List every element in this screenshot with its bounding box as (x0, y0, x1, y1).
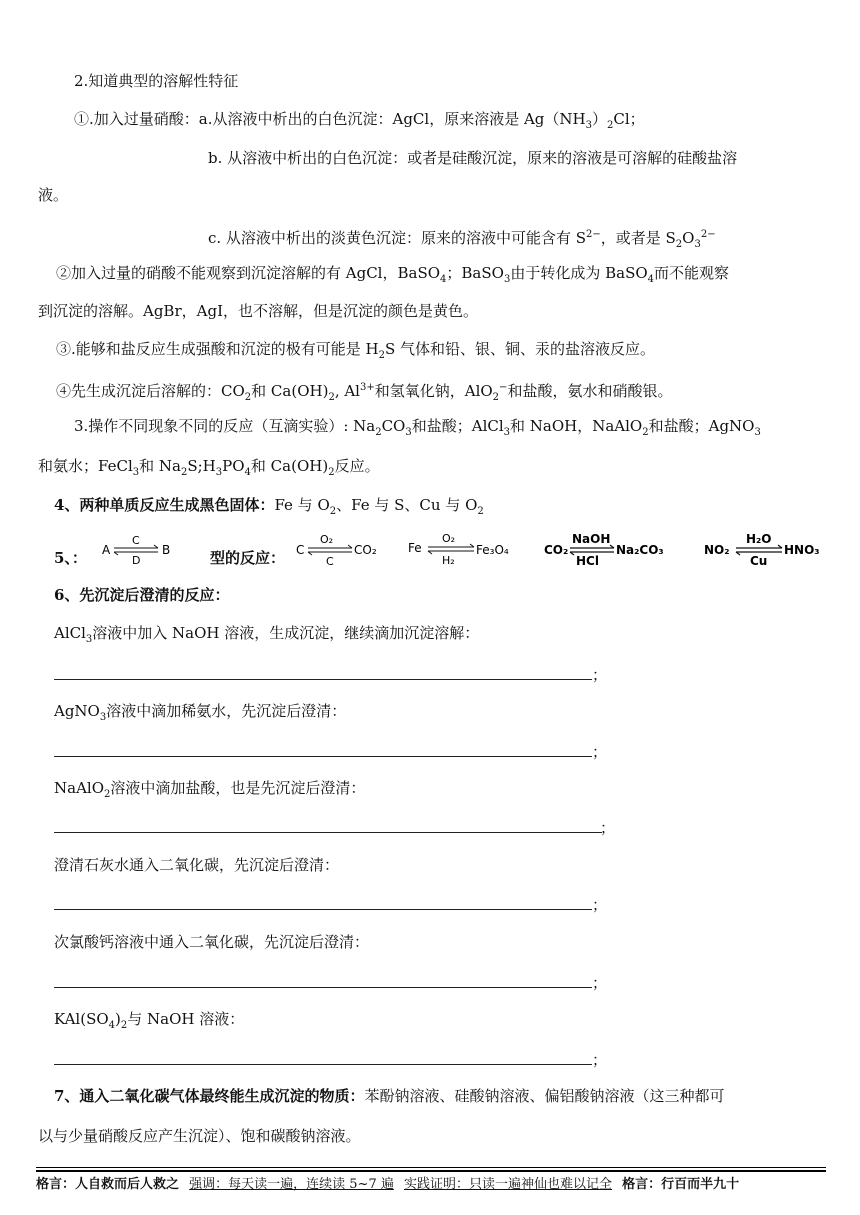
sec2-item1a: ①.加入过量硝酸：a.从溶液中析出的白色沉淀：AgCl，原来溶液是 $Ag(NH_3)_2Cl$； (74, 110, 645, 131)
reaction-generic (98, 530, 178, 570)
sec6-q1: AlCl$_3$溶液中加入 NaOH 溶液，生成沉淀，继续滴加沉淀溶解： (54, 624, 480, 645)
footer-rule (36, 1167, 826, 1168)
footer-motto-1: 格言：人自救而后人救之 (36, 1177, 180, 1192)
reaction-fe-fe3o4 (406, 530, 524, 570)
answer-blank-2[interactable] (54, 756, 592, 757)
answer-blank-6[interactable] (54, 1064, 592, 1065)
sec2-item1b-cont: 液。 (38, 186, 69, 204)
sec3-line2: 和氨水；FeCl$_3$和 $Na_2S;H_3PO_4$和 $Ca(OH)_2$反应。 (38, 457, 380, 478)
reaction-left: C (296, 543, 305, 557)
reaction-co2-na2co3 (544, 530, 672, 570)
sec6-title: 6、先沉淀后澄清的反应： (54, 586, 230, 604)
reaction-bottom: HCl (576, 554, 599, 568)
reaction-left: NO₂ (704, 543, 730, 557)
sec2-item1c: c. 从溶液中析出的淡黄色沉淀：原来的溶液中可能含有 $S^{2-}$，或者是 $S_2O_3^{2-}$ (208, 229, 716, 250)
reaction-bottom: D (132, 554, 141, 567)
reaction-left: Fe (408, 541, 422, 555)
footer-rule-thick (36, 1170, 826, 1172)
reaction-right: B (162, 543, 171, 557)
sec7-line1: 7、通入二氧化碳气体最终能生成沉淀的物质：苯酚钠溶液、硅酸钠溶液、偏铝酸钠溶液（这三种都可 (54, 1087, 725, 1105)
answer-blank-1[interactable] (54, 679, 592, 680)
blank-semicolon: ； (600, 819, 616, 837)
sec7-line2: 以与少量硝酸反应产生沉淀）、饱和碳酸钠溶液。 (38, 1127, 361, 1145)
sec2-title: 2.知道典型的溶解性特征 (74, 72, 239, 90)
sec6-q2: AgNO$_3$溶液中滴加稀氨水，先沉淀后澄清： (54, 702, 347, 723)
footer-practice: 实践证明：只读一遍神仙也难以记全 (404, 1177, 613, 1192)
reaction-top: H₂O (746, 532, 772, 546)
reaction-left: A (102, 543, 111, 557)
reaction-c-co2 (294, 530, 386, 570)
sec2-item2-cont: 到沉淀的溶解。AgBr，AgI，也不溶解，但是沉淀的颜色是黄色。 (38, 302, 478, 320)
sec6-q6: $KAl(SO_4)_2$与 NaOH 溶液： (54, 1010, 245, 1031)
reaction-top: C (132, 534, 140, 547)
sec4: 4、两种单质反应生成黑色固体：Fe 与 $O_2$、Fe 与 S、Cu 与 $O_2$ (54, 496, 484, 517)
blank-semicolon: ； (592, 743, 608, 761)
blank-semicolon: ； (592, 974, 608, 992)
sec2-item1b: b. 从溶液中析出的白色沉淀：或者是硅酸沉淀，原来的溶液是可溶解的硅酸盐溶 (208, 149, 738, 167)
sec5-label: 5、： (54, 549, 87, 567)
reaction-top: O₂ (320, 533, 334, 546)
sec6-q5: 次氯酸钙溶液中通入二氧化碳，先沉淀后澄清： (54, 933, 370, 951)
reaction-right: CO₂ (354, 543, 377, 557)
sec3-line1: 3.操作不同现象不同的反应（互滴实验）: $Na_2CO_3$和盐酸；AlCl$_3$和 NaOH，NaAlO$_2$和盐酸；AgNO$_3$ (74, 417, 761, 438)
sec2-item4: ④先生成沉淀后溶解的：$CO_2$和 $Ca(OH)_2$, $Al^{3+}$和氢氧化钠，AlO$_2$−和盐酸，氨水和硝酸银。 (56, 382, 673, 403)
sec2-item2: ②加入过量的硝酸不能观察到沉淀溶解的有 AgCl，BaSO$_4$；BaSO$_3$由于转化成为 BaSO$_4$而不能观察 (56, 264, 730, 285)
reaction-top: NaOH (572, 532, 611, 546)
footer (36, 1174, 826, 1196)
reaction-right: HNO₃ (784, 543, 820, 557)
sec5-type-label: 型的反应： (210, 549, 286, 567)
answer-blank-3[interactable] (54, 832, 602, 833)
reaction-bottom: H₂ (442, 554, 455, 567)
answer-blank-5[interactable] (54, 987, 592, 988)
blank-semicolon: ； (592, 896, 608, 914)
footer-motto-2: 格言：行百而半九十 (622, 1177, 740, 1192)
blank-semicolon: ； (592, 666, 608, 684)
reaction-left: CO₂ (544, 543, 569, 557)
reaction-right: Na₂CO₃ (616, 543, 664, 557)
reaction-right: Fe₃O₄ (476, 543, 509, 557)
reaction-top: O₂ (442, 532, 456, 545)
sec6-q4: 澄清石灰水通入二氧化碳，先沉淀后澄清： (54, 856, 340, 874)
footer-emphasis: 强调：每天读一遍，连续读 5~7 遍 (189, 1177, 394, 1192)
reaction-bottom: Cu (750, 554, 768, 568)
sec6-q3: NaAlO$_2$溶液中滴加盐酸，也是先沉淀后澄清： (54, 779, 366, 800)
blank-semicolon: ； (592, 1051, 608, 1069)
reaction-bottom: C (326, 555, 334, 568)
reaction-no2-hno3 (704, 530, 826, 570)
answer-blank-4[interactable] (54, 909, 592, 910)
sec2-item3: ③.能够和盐反应生成强酸和沉淀的极有可能是 $H_2S$ 气体和铅、银、铜、汞的盐溶液反应。 (56, 340, 656, 361)
